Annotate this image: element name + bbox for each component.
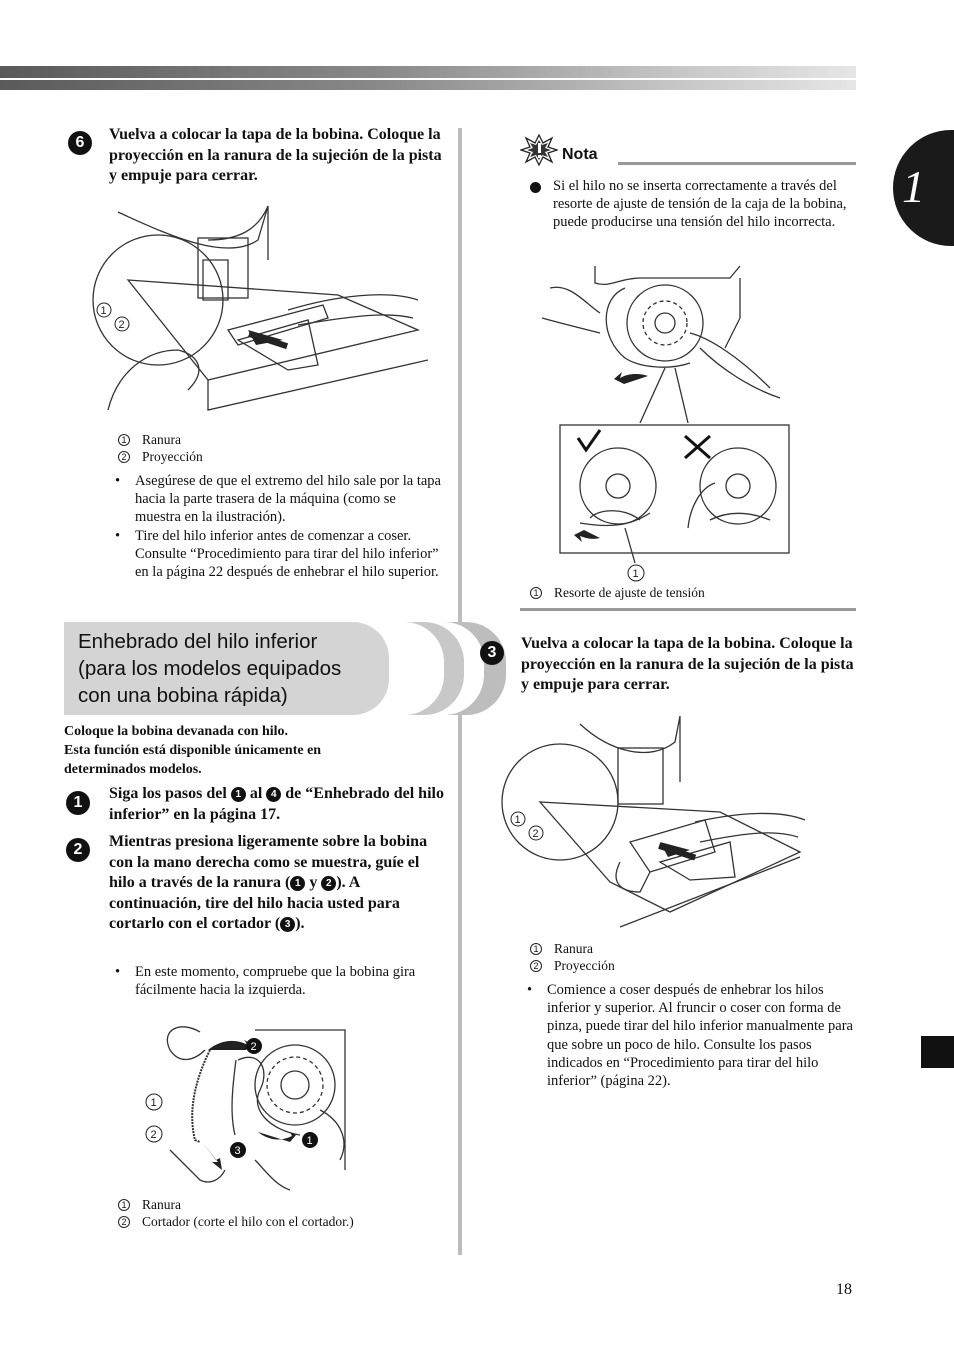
fig1-label-2: 2 <box>118 319 125 331</box>
step-1-text: Siga los pasos del 1 al 4 de “Enhebrado del hilo inferior” en la página 17. <box>109 785 444 823</box>
fig2-label-2: 2 <box>150 1129 157 1141</box>
bullet-item: • Tire del hilo inferior antes de comenzar a coser. Consulte “Procedimiento para tirar del hilo inferior” en la página 22 después de enhebrar el hilo superior. <box>115 527 439 581</box>
fig4-label-1: 1 <box>514 814 521 826</box>
step-6-text: Vuelva a colocar la tapa de la bobina. Coloque la proyección en la ranura de la sujeción de la pista y empuje para cerrar. <box>109 126 442 184</box>
fig4-label-2: 2 <box>532 828 539 840</box>
page-number: 18 <box>836 1281 852 1298</box>
section-heading: Enhebrado del hilo inferior (para los modelos equipados con una bobina rápida) <box>78 630 342 707</box>
figure-bobbin-cover-left <box>88 200 428 428</box>
side-index-marker <box>921 1036 954 1068</box>
note-title: Nota <box>562 146 598 163</box>
step-3-text: Vuelva a colocar la tapa de la bobina. Coloque la proyección en la ranura de la sujeción de la pista y empuje para cerrar. <box>521 635 854 693</box>
fig4-legend: 1 Ranura 2 Proyección <box>530 941 615 974</box>
section-heading-box <box>64 622 442 715</box>
step-2-icon: 2 <box>66 838 90 862</box>
note-top-rule <box>618 162 856 165</box>
fig2-marker-2: 2 <box>250 1041 257 1053</box>
chapter-number: 1 <box>902 161 925 212</box>
fig1-legend: 1 Ranura 2 Proyección <box>118 432 203 465</box>
fig2-legend: 1 Ranura 2 Cortador (corte el hilo con el cortador.) <box>118 1197 354 1230</box>
fig2-label-1: 1 <box>150 1097 157 1109</box>
header-gradient-bar <box>0 66 856 90</box>
step-1-icon: 1 <box>66 791 90 815</box>
step-6-icon: 6 <box>68 131 92 155</box>
fig3-label-1: 1 <box>632 568 639 580</box>
note-bottom-rule <box>520 608 856 611</box>
figure-tension-spring <box>530 258 800 583</box>
fig2-marker-1: 1 <box>306 1135 313 1147</box>
step-2-text: Mientras presiona ligeramente sobre la bobina con la mano derecha como se muestra, guíe el hilo a través de la ranura ( 1 y 2 ). A continuación, tire del hilo hacia usted para cortarlo con el cortador ( 3 ). <box>109 833 428 932</box>
bullet-list-left <box>115 472 445 581</box>
fig3-legend: 1 Resorte de ajuste de tensión <box>530 585 705 602</box>
note-bullet-dot <box>530 182 541 193</box>
figure-bobbin-thread-slot <box>140 1010 360 1195</box>
fig2-marker-3: 3 <box>234 1145 241 1157</box>
step-3-icon: 3 <box>480 641 504 665</box>
figure-bobbin-cover-right <box>500 712 815 937</box>
note-text: Si el hilo no se inserta correctamente a través del resorte de ajuste de tensión de la caja de la bobina, puede producirse una tensión del hilo incorrecta. <box>553 178 847 231</box>
bullet-item: • Asegúrese de que el extremo del hilo sale por la tapa hacia la parte trasera de la máquina (como se muestra en la ilustración). <box>115 473 441 526</box>
fig1-label-1: 1 <box>100 305 107 317</box>
bullet-item-right: • Comience a coser después de enhebrar los hilos inferior y superior. Al fruncir o coser con forma de pinza, puede tirar del hilo inferior manualmente para que sobre un poco de hilo. Consulte los pasos indicados en “Procedimiento para tirar del hilo inferior” (página 22). <box>527 982 853 1090</box>
step-2-bullet: • En este momento, compruebe que la bobina gira fácilmente hacia la izquierda. <box>115 964 416 999</box>
note-icon <box>520 134 558 166</box>
section-intro: Coloque la bobina devanada con hilo. Esta función está disponible únicamente en determinados modelos. <box>64 724 322 777</box>
